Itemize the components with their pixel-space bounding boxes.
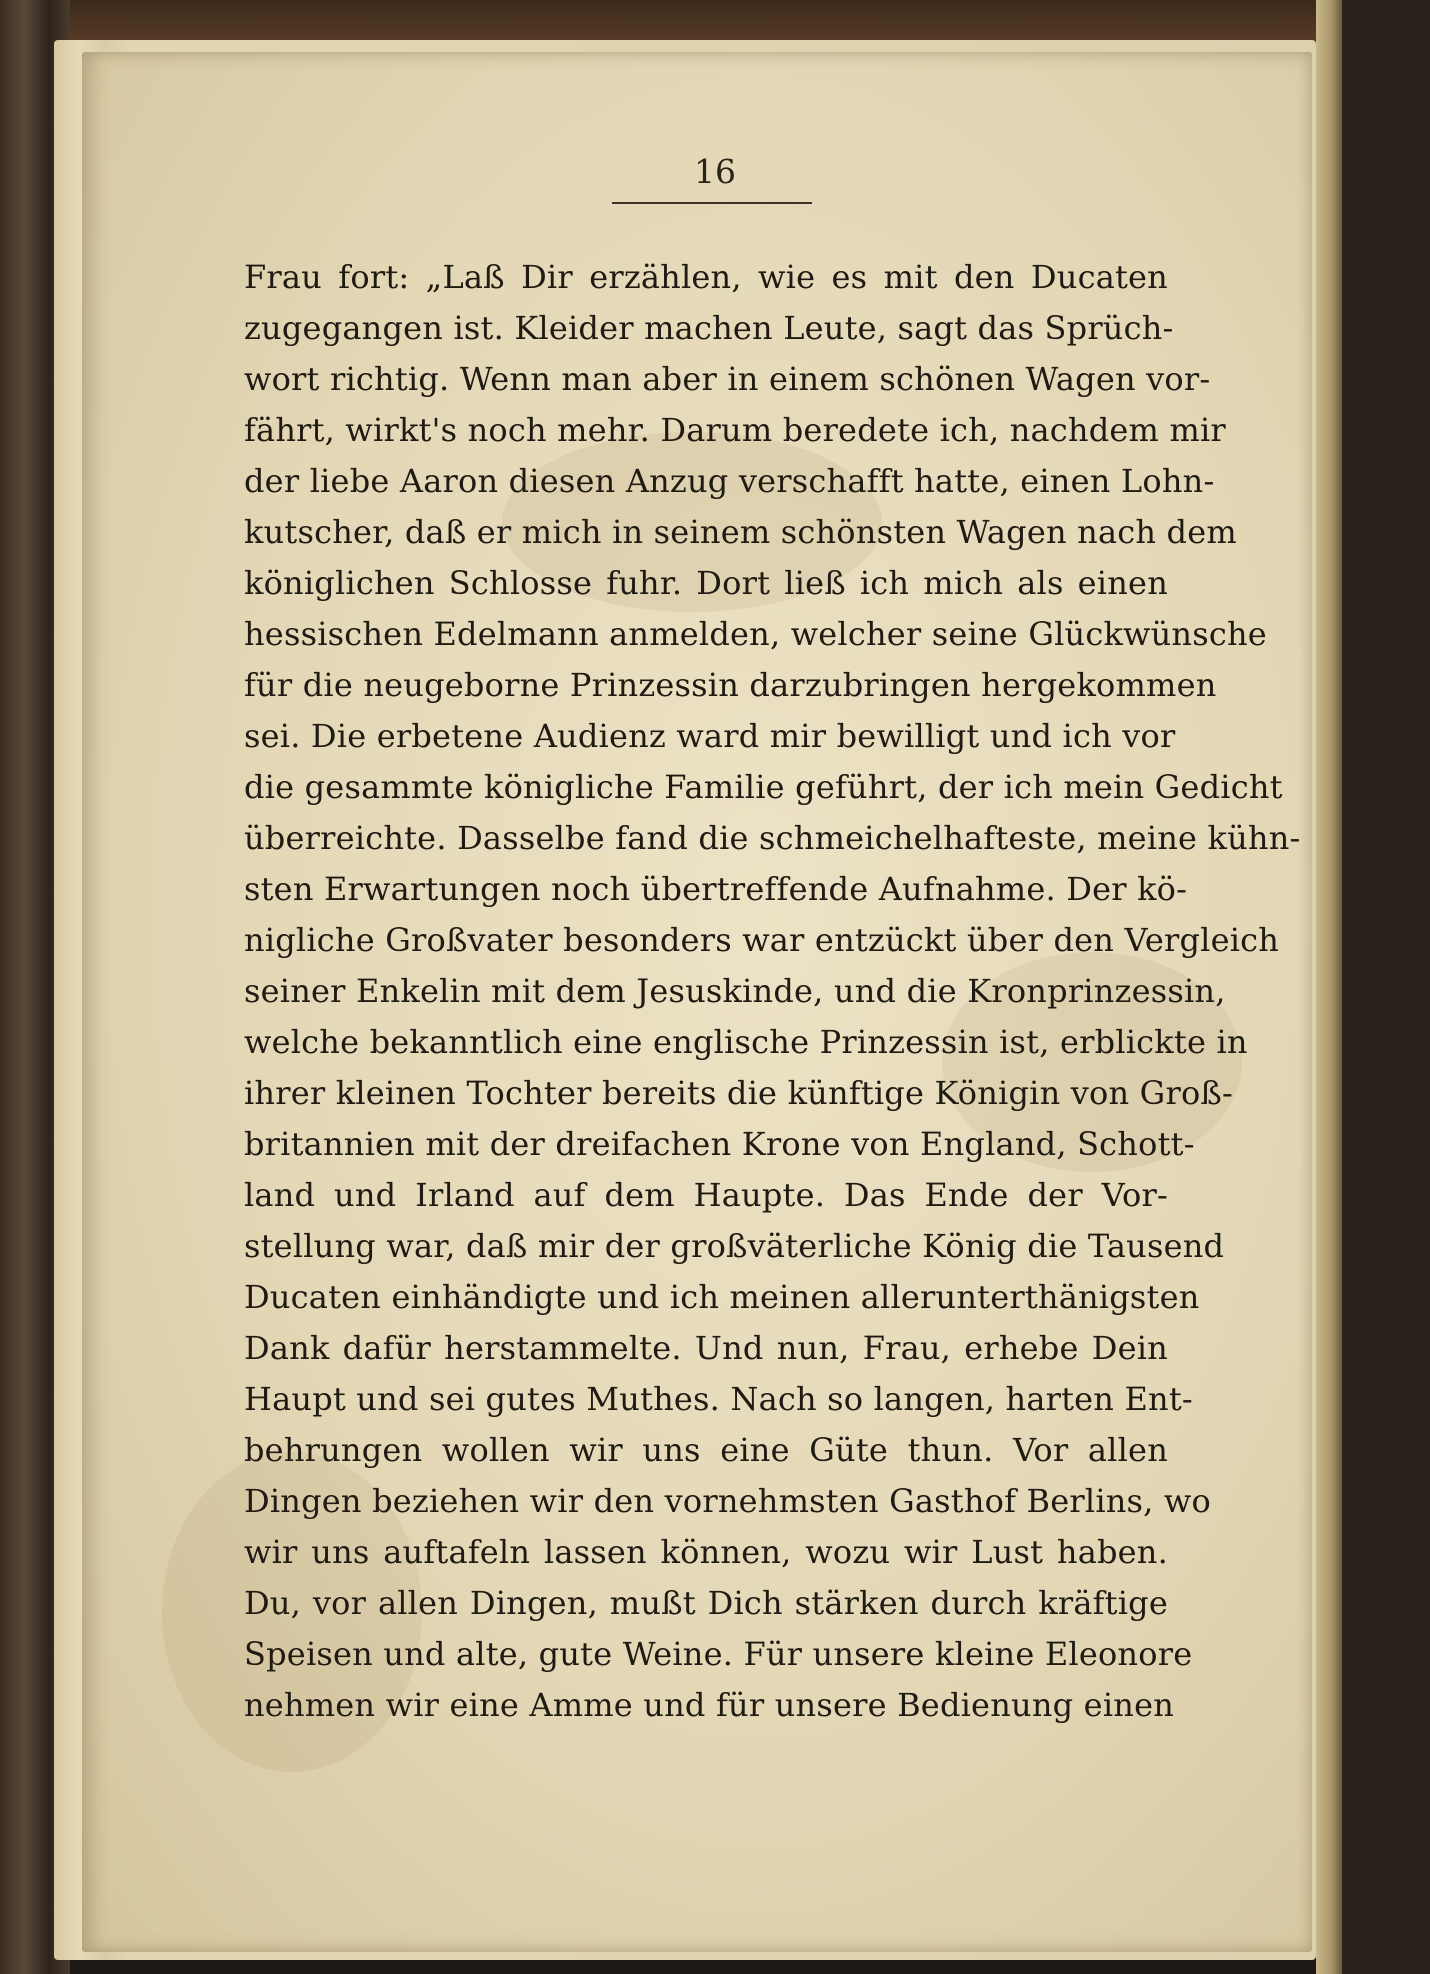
text-line: stellung war, daß mir der großväterliche König die Tausend (244, 1227, 1225, 1265)
text-line: die gesammte königliche Familie geführt, der ich mein Gedicht (244, 768, 1283, 806)
text-line: überreichte. Dasselbe fand die schmeichelhafteste, meine kühn- (244, 819, 1301, 857)
text-line: Du, vor allen Dingen, mußt Dich stärken durch kräftige (244, 1584, 1168, 1622)
text-line: sei. Die erbetene Audienz ward mir bewilligt und ich vor (244, 717, 1176, 755)
text-line: nehmen wir eine Amme und für unsere Bedienung einen (244, 1686, 1175, 1724)
text-line: zugegangen ist. Kleider machen Leute, sagt das Sprüch- (244, 309, 1174, 347)
text-line: sten Erwartungen noch übertreffende Aufnahme. Der kö- (244, 870, 1188, 908)
text-line: wir uns auftafeln lassen können, wozu wir Lust haben. (244, 1533, 1168, 1571)
text-line: Dingen beziehen wir den vornehmsten Gasthof Berlins, wo (244, 1482, 1211, 1520)
text-line: wort richtig. Wenn man aber in einem schönen Wagen vor- (244, 360, 1211, 398)
text-line: Frau fort: „Laß Dir erzählen, wie es mit den Ducaten (244, 258, 1168, 296)
text-line: ihrer kleinen Tochter bereits die künftige Königin von Groß- (244, 1074, 1233, 1112)
text-line: welche bekanntlich eine englische Prinzessin ist, erblickte in (244, 1023, 1248, 1061)
text-line: Speisen und alte, gute Weine. Für unsere kleine Eleonore (244, 1635, 1193, 1673)
text-line: Haupt und sei gutes Muthes. Nach so langen, harten Ent- (244, 1380, 1193, 1418)
body-text (244, 252, 1301, 1731)
text-line: Ducaten einhändigte und ich meinen allerunterthänigsten (244, 1278, 1200, 1316)
text-line: behrungen wollen wir uns eine Güte thun. Vor allen (244, 1431, 1168, 1469)
text-line: königlichen Schlosse fuhr. Dort ließ ich mich als einen (244, 564, 1168, 602)
text-line: seiner Enkelin mit dem Jesuskinde, und die Kronprinzessin, (244, 972, 1226, 1010)
text-line: kutscher, daß er mich in seinem schönsten Wagen nach dem (244, 513, 1237, 551)
text-line: Dank dafür herstammelte. Und nun, Frau, erhebe Dein (244, 1329, 1168, 1367)
text-line: britannien mit der dreifachen Krone von England, Schott- (244, 1125, 1195, 1163)
text-line: land und Irland auf dem Haupte. Das Ende der Vor- (244, 1176, 1168, 1214)
page-right-edge (1316, 0, 1342, 1974)
text-line: fährt, wirkt's noch mehr. Darum beredete ich, nachdem mir (244, 411, 1226, 449)
text-line: nigliche Großvater besonders war entzückt über den Vergleich (244, 921, 1280, 959)
text-line: hessischen Edelmann anmelden, welcher seine Glückwünsche (244, 615, 1267, 653)
text-line: der liebe Aaron diesen Anzug verschafft hatte, einen Lohn- (244, 462, 1215, 500)
text-line: für die neugeborne Prinzessin darzubringen hergekommen (244, 666, 1217, 704)
page-number: 16 (694, 152, 736, 191)
header-rule (612, 202, 812, 204)
